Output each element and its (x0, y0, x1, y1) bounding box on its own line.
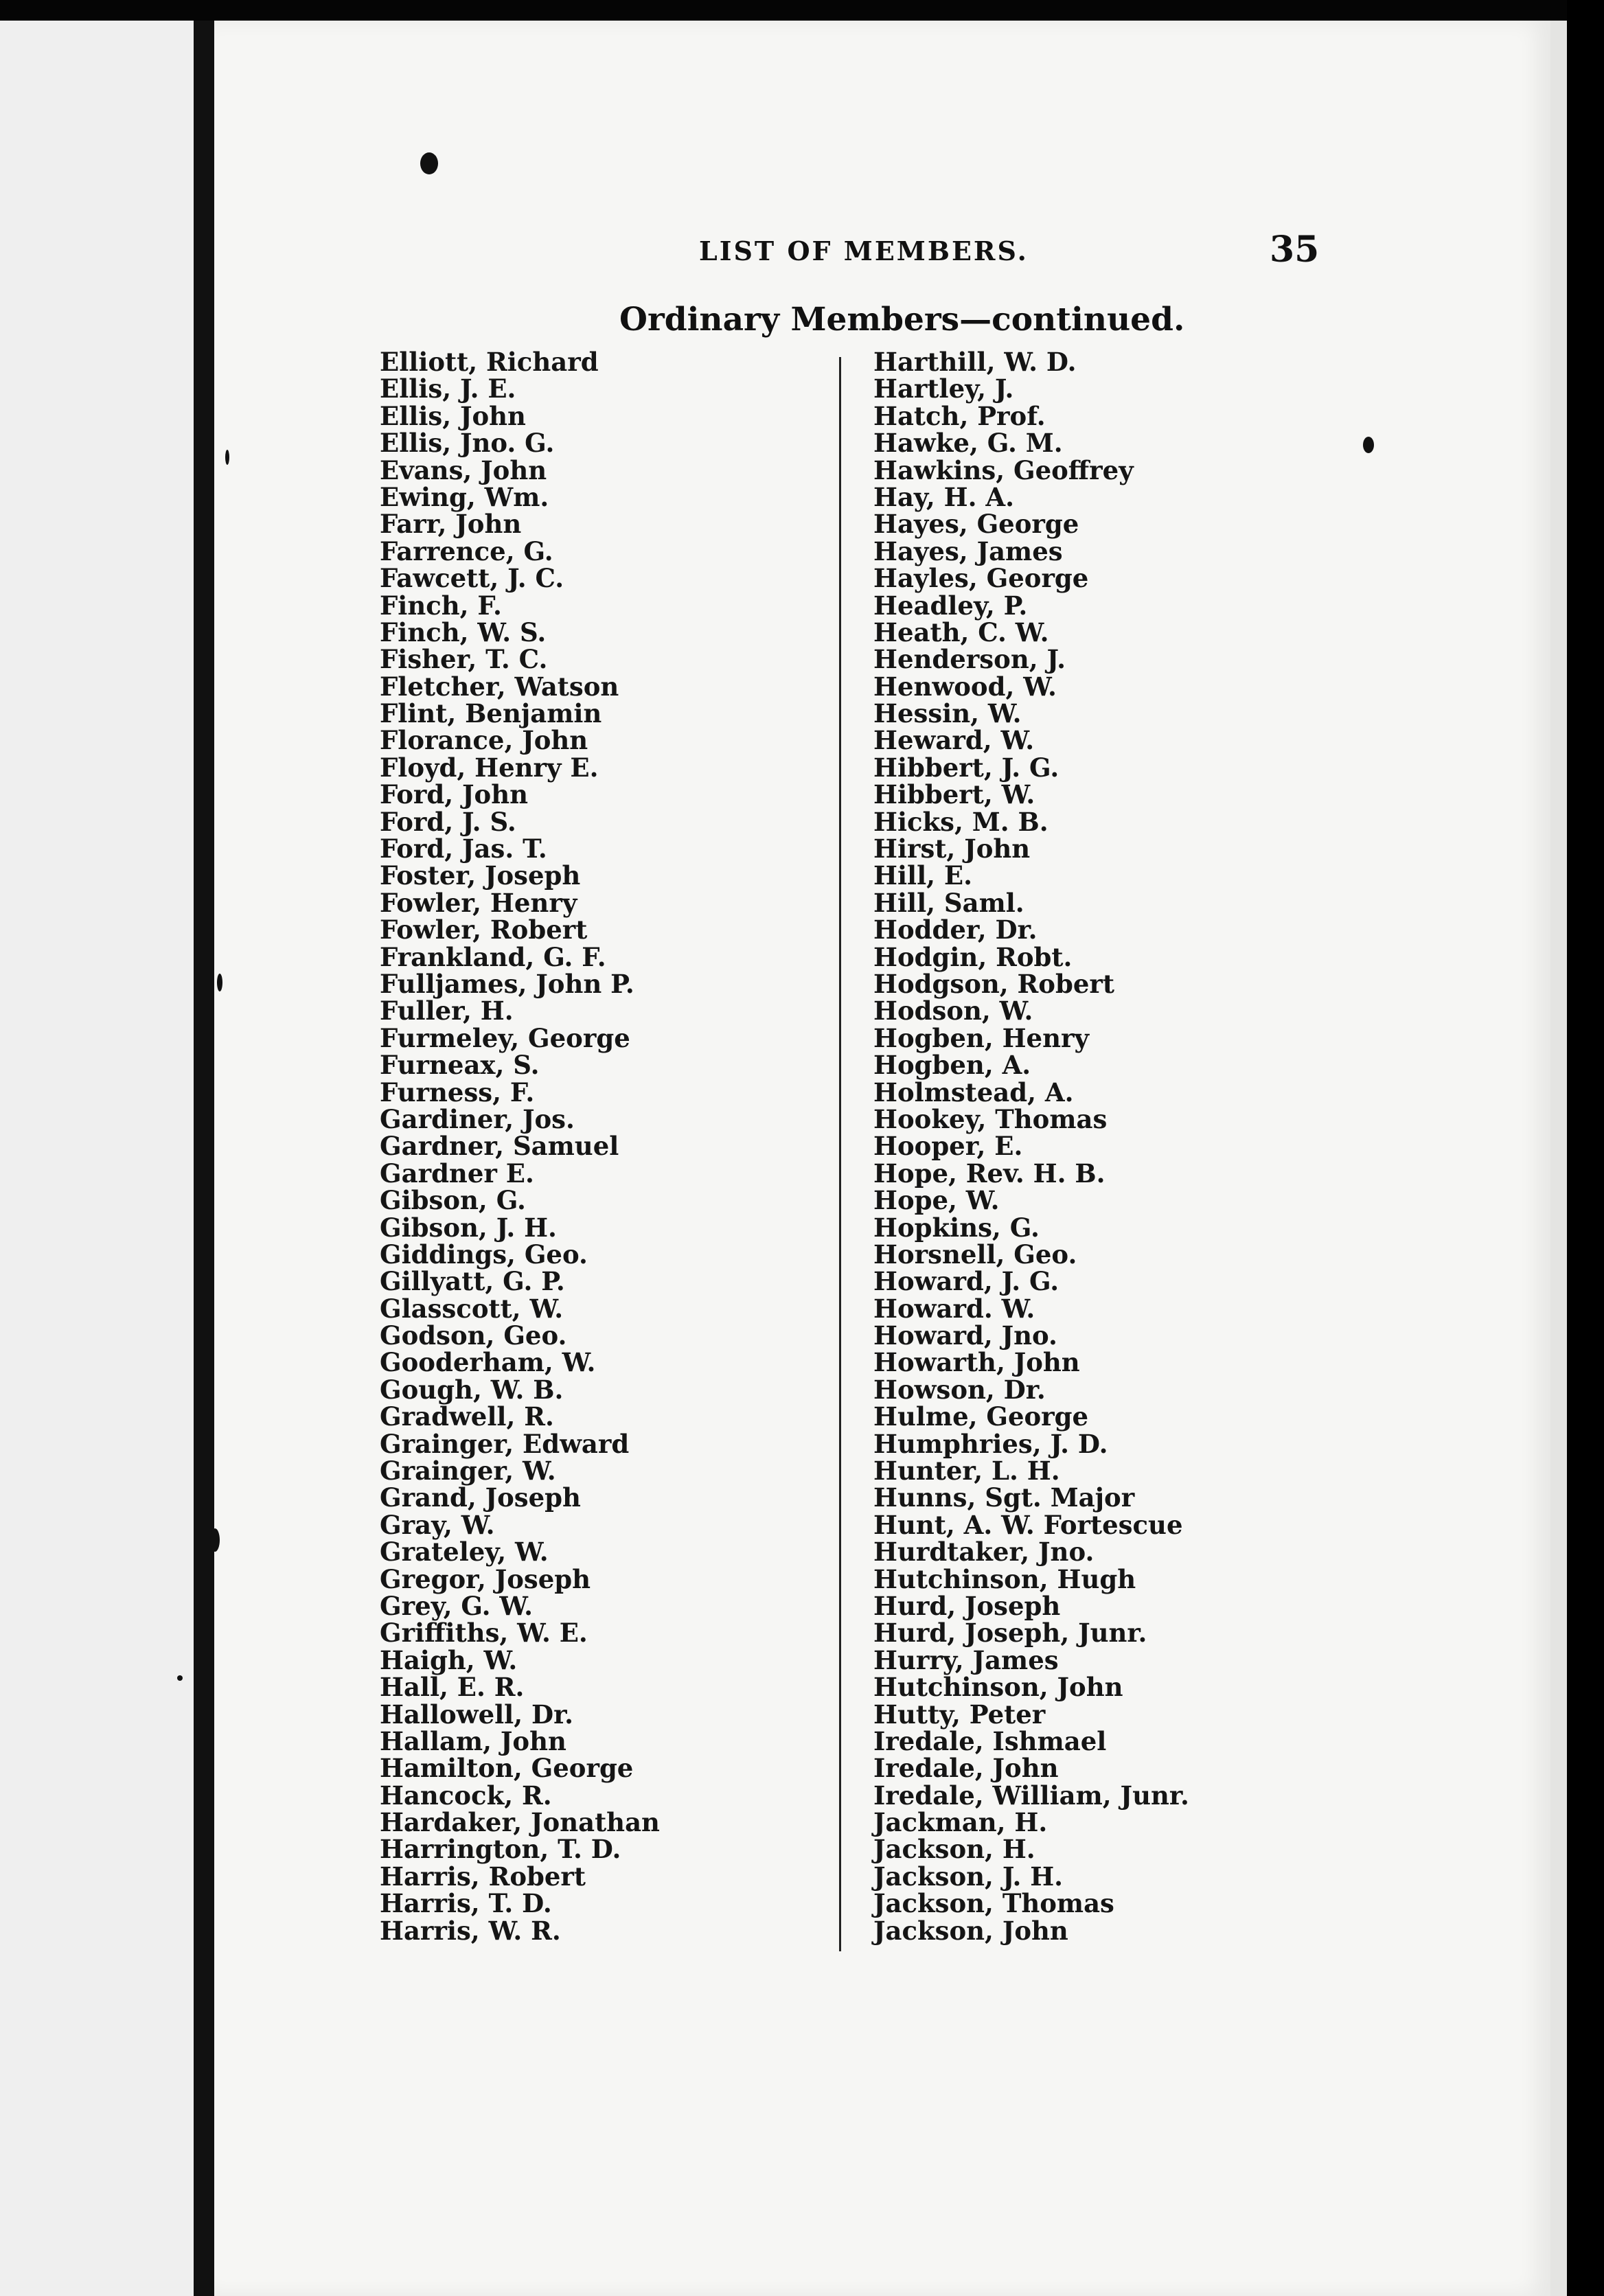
ink-speck (210, 1528, 220, 1552)
member-entry: Farr, John (380, 509, 522, 540)
members-column-right (873, 349, 1189, 1944)
member-entry: Hatch, Prof. (873, 400, 1046, 431)
member-entry: Howard, J. G. (873, 1266, 1059, 1297)
member-entry: Hogben, A. (873, 1050, 1031, 1081)
member-entry: Hunter, L. H. (873, 1456, 1060, 1486)
member-entry: Elliott, Richard (380, 347, 599, 377)
member-entry: Howard. W. (873, 1293, 1035, 1324)
member-entry: Howard, Jno. (873, 1320, 1057, 1351)
member-entry: Heath, C. W. (873, 617, 1049, 647)
member-entry: Jackson, J. H. (873, 1861, 1064, 1892)
ink-speck (420, 152, 438, 174)
member-entry: Hutty, Peter (873, 1699, 1046, 1730)
member-entry: Hay, H. A. (873, 481, 1014, 512)
member-entry: Gardner, Samuel (380, 1131, 619, 1162)
member-entry: Hurdtaker, Jno. (873, 1537, 1095, 1568)
member-entry: Hall, E. R. (380, 1672, 525, 1703)
ink-speck (217, 974, 222, 991)
member-entry: Hutchinson, Hugh (873, 1563, 1136, 1594)
member-entry: Gooderham, W. (380, 1347, 596, 1378)
member-entry: Hawke, G. M. (873, 428, 1063, 459)
member-entry: Henderson, J. (873, 644, 1066, 675)
member-entry: Ford, Jas. T. (380, 834, 547, 864)
member-entry: Hill, Saml. (873, 887, 1024, 918)
member-entry: Harris, T. D. (380, 1888, 552, 1919)
member-entry: Frankland, G. F. (380, 941, 606, 972)
member-entry: Grand, Joseph (380, 1482, 581, 1513)
running-header: LIST OF MEMBERS. (699, 236, 1029, 266)
member-entry: Hurry, James (873, 1644, 1059, 1675)
member-entry: Hallam, John (380, 1725, 566, 1756)
binding-gutter (194, 21, 214, 2296)
member-entry: Grey, G. W. (380, 1590, 534, 1621)
member-entry: Foster, Joseph (380, 860, 581, 891)
member-entry: Fowler, Robert (380, 915, 588, 945)
member-entry: Evans, John (380, 455, 547, 485)
member-entry: Hutchinson, John (873, 1672, 1123, 1703)
member-entry: Jackman, H. (873, 1807, 1048, 1838)
member-entry: Jackson, H. (873, 1834, 1035, 1865)
member-entry: Hessin, W. (873, 698, 1022, 729)
member-entry: Henwood, W. (873, 671, 1057, 702)
member-entry: Ewing, Wm. (380, 481, 549, 512)
member-entry: Fulljames, John P. (380, 968, 634, 999)
member-entry: Hunns, Sgt. Major (873, 1482, 1135, 1513)
member-entry: Grainger, Edward (380, 1428, 630, 1459)
member-entry: Gradwell, R. (380, 1401, 554, 1432)
member-entry: Gardiner, Jos. (380, 1103, 575, 1134)
member-entry: Harris, W. R. (380, 1915, 561, 1946)
member-entry: Hicks, M. B. (873, 806, 1049, 837)
ink-speck (177, 1675, 183, 1681)
member-entry: Fowler, Henry (380, 887, 577, 918)
member-entry: Glasscott, W. (380, 1293, 564, 1324)
member-entry: Gibson, G. (380, 1185, 526, 1216)
member-entry: Hallowell, Dr. (380, 1699, 574, 1730)
member-entry: Godson, Geo. (380, 1320, 567, 1351)
member-entry: Hawkins, Geoffrey (873, 455, 1134, 485)
member-entry: Humphries, J. D. (873, 1428, 1108, 1459)
member-entry: Ellis, John (380, 400, 526, 431)
member-entry: Ford, J. S. (380, 806, 516, 837)
member-entry: Gregor, Joseph (380, 1563, 591, 1594)
member-entry: Harthill, W. D. (873, 347, 1077, 377)
member-entry: Finch, F. (380, 590, 502, 621)
members-column-left (380, 349, 660, 1944)
member-entry: Hogben, Henry (873, 1022, 1089, 1053)
member-entry: Hirst, John (873, 834, 1031, 864)
member-entry: Harrington, T. D. (380, 1834, 621, 1865)
member-entry: Grateley, W. (380, 1537, 549, 1568)
member-entry: Hibbert, J. G. (873, 752, 1059, 783)
member-entry: Hopkins, G. (873, 1212, 1040, 1243)
member-entry: Hodgin, Robt. (873, 941, 1073, 972)
member-entry: Furmeley, George (380, 1022, 630, 1053)
member-entry: Holmstead, A. (873, 1077, 1074, 1107)
member-entry: Grainger, W. (380, 1456, 556, 1486)
member-entry: Farrence, G. (380, 536, 553, 566)
member-entry: Hartley, J. (873, 374, 1014, 404)
member-entry: Hayes, James (873, 536, 1063, 566)
member-entry: Hill, E. (873, 860, 972, 891)
member-entry: Hurd, Joseph (873, 1590, 1061, 1621)
member-entry: Giddings, Geo. (380, 1239, 588, 1270)
member-entry: Iredale, William, Junr. (873, 1780, 1189, 1811)
member-entry: Howarth, John (873, 1347, 1080, 1378)
member-entry: Hancock, R. (380, 1780, 552, 1811)
section-heading: Ordinary Members—continued. (619, 301, 1185, 338)
member-entry: Griffiths, W. E. (380, 1618, 588, 1649)
member-entry: Howson, Dr. (873, 1374, 1046, 1405)
member-entry: Iredale, Ishmael (873, 1725, 1107, 1756)
member-entry: Hardaker, Jonathan (380, 1807, 660, 1838)
member-entry: Fisher, T. C. (380, 644, 548, 675)
member-entry: Fletcher, Watson (380, 671, 619, 702)
ink-speck (225, 450, 229, 465)
member-entry: Hunt, A. W. Fortescue (873, 1509, 1183, 1540)
member-entry: Iredale, John (873, 1753, 1059, 1784)
member-entry: Hurd, Joseph, Junr. (873, 1618, 1147, 1649)
member-entry: Hayes, George (873, 509, 1079, 540)
member-entry: Horsnell, Geo. (873, 1239, 1077, 1270)
scan-border-right (1567, 0, 1604, 2296)
member-entry: Gardner E. (380, 1158, 534, 1189)
member-entry: Ellis, Jno. G. (380, 428, 555, 459)
member-entry: Hope, W. (873, 1185, 1000, 1216)
member-entry: Haigh, W. (380, 1644, 518, 1675)
ink-speck (1363, 437, 1374, 453)
member-entry: Hibbert, W. (873, 779, 1035, 810)
member-entry: Jackson, John (873, 1915, 1068, 1946)
member-entry: Hooper, E. (873, 1131, 1023, 1162)
member-entry: Fuller, H. (380, 996, 514, 1026)
page-edge (1550, 21, 1567, 2296)
page-number: 35 (1270, 229, 1320, 271)
member-entry: Floyd, Henry E. (380, 752, 599, 783)
member-entry: Harris, Robert (380, 1861, 586, 1892)
member-entry: Hamilton, George (380, 1753, 634, 1784)
member-entry: Hodgson, Robert (873, 968, 1114, 999)
member-entry: Flint, Benjamin (380, 698, 602, 729)
member-entry: Gray, W. (380, 1509, 495, 1540)
column-divider (839, 357, 841, 1951)
member-entry: Hayles, George (873, 563, 1089, 594)
member-entry: Hodson, W. (873, 996, 1033, 1026)
member-entry: Hodder, Dr. (873, 915, 1038, 945)
member-entry: Finch, W. S. (380, 617, 547, 647)
member-entry: Headley, P. (873, 590, 1028, 621)
member-entry: Jackson, Thomas (873, 1888, 1114, 1919)
member-entry: Furness, F. (380, 1077, 535, 1107)
member-entry: Gillyatt, G. P. (380, 1266, 565, 1297)
member-entry: Hope, Rev. H. B. (873, 1158, 1105, 1189)
member-entry: Gibson, J. H. (380, 1212, 557, 1243)
member-entry: Heward, W. (873, 725, 1035, 756)
member-entry: Florance, John (380, 725, 588, 756)
member-entry: Hookey, Thomas (873, 1103, 1108, 1134)
member-entry: Ford, John (380, 779, 529, 810)
facing-page-edge (0, 21, 194, 2296)
member-entry: Furneax, S. (380, 1050, 540, 1081)
member-entry: Gough, W. B. (380, 1374, 564, 1405)
scan-border-top (0, 0, 1604, 21)
member-entry: Ellis, J. E. (380, 374, 516, 404)
member-entry: Hulme, George (873, 1401, 1089, 1432)
member-entry: Fawcett, J. C. (380, 563, 564, 594)
